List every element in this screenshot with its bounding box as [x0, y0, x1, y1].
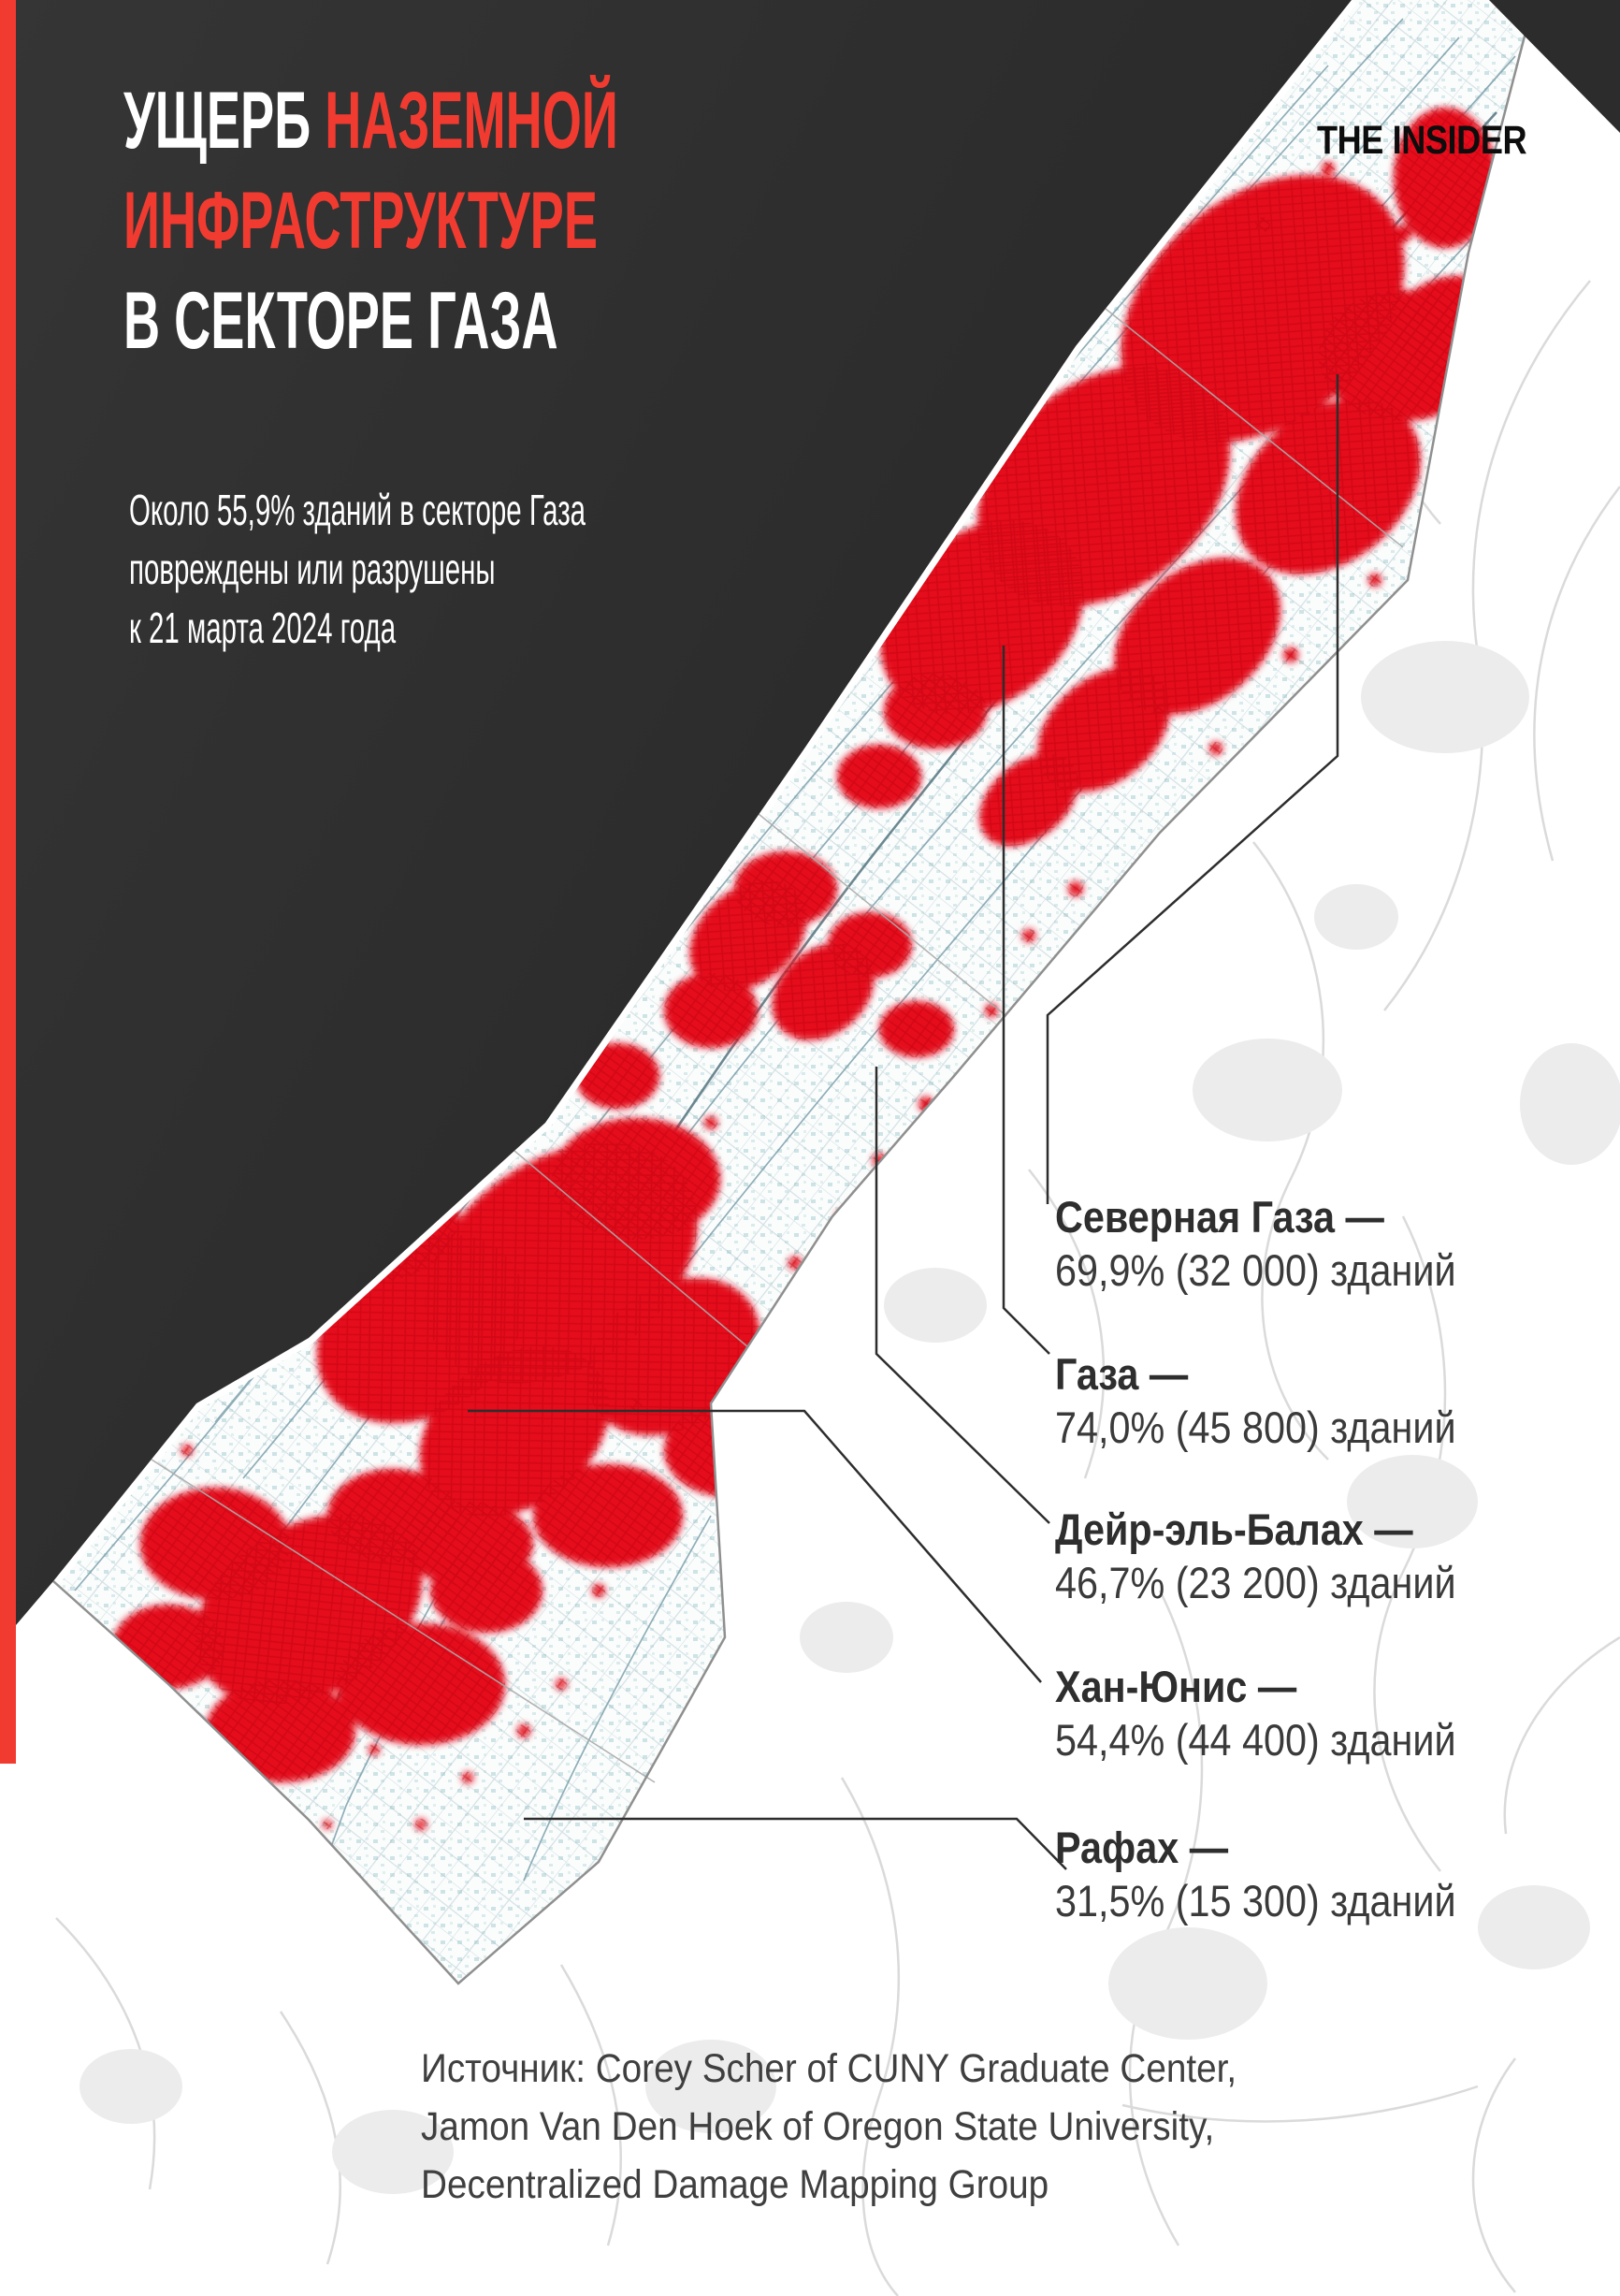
- region-label-deir-el-balah: Дейр-эль-Балах — 46,7% (23 200) зданий: [1055, 1503, 1620, 1609]
- region-label-severnaya-gaza: Северная Газа — 69,9% (32 000) зданий: [1055, 1190, 1620, 1297]
- region-value: 74,0% (45 800) зданий: [1055, 1402, 1456, 1452]
- source-credit: Источник: Corey Scher of CUNY Graduate Center, Jamon Van Den Hoek of Oregon State University, Decentralized Damage Mapping Group: [421, 2046, 1237, 2207]
- the-insider-logo: THE INSIDER: [1317, 118, 1527, 163]
- region-name: Рафах: [1055, 1823, 1179, 1872]
- region-name: Газа: [1055, 1349, 1139, 1399]
- region-name: Хан-Юнис: [1055, 1662, 1248, 1711]
- title-line-1: УЩЕРБ НАЗЕМНОЙ: [123, 76, 618, 166]
- subtitle: Около 55,9% зданий в секторе Газа повреждены или разрушены к 21 марта 2024 года: [129, 486, 586, 652]
- title-line-3: В СЕКТОРЕ ГАЗА: [123, 276, 558, 366]
- region-label-rafah: Рафах — 31,5% (15 300) зданий: [1055, 1821, 1620, 1927]
- title-red-word: НАЗЕМНОЙ: [325, 76, 618, 166]
- region-value: 31,5% (15 300) зданий: [1055, 1876, 1456, 1925]
- region-value: 54,4% (44 400) зданий: [1055, 1715, 1456, 1765]
- region-value: 46,7% (23 200) зданий: [1055, 1558, 1456, 1607]
- title-line-2: ИНФРАСТРУКТУРЕ: [123, 176, 598, 266]
- region-label-gaza: Газа — 74,0% (45 800) зданий: [1055, 1347, 1620, 1454]
- page-title: [123, 71, 1125, 371]
- accent-stripe: [0, 0, 16, 1764]
- region-name: Северная Газа: [1055, 1192, 1336, 1242]
- region-value: 69,9% (32 000) зданий: [1055, 1245, 1456, 1295]
- region-name: Дейр-эль-Балах: [1055, 1504, 1364, 1554]
- region-label-khan-yunis: Хан-Юнис — 54,4% (44 400) зданий: [1055, 1660, 1620, 1766]
